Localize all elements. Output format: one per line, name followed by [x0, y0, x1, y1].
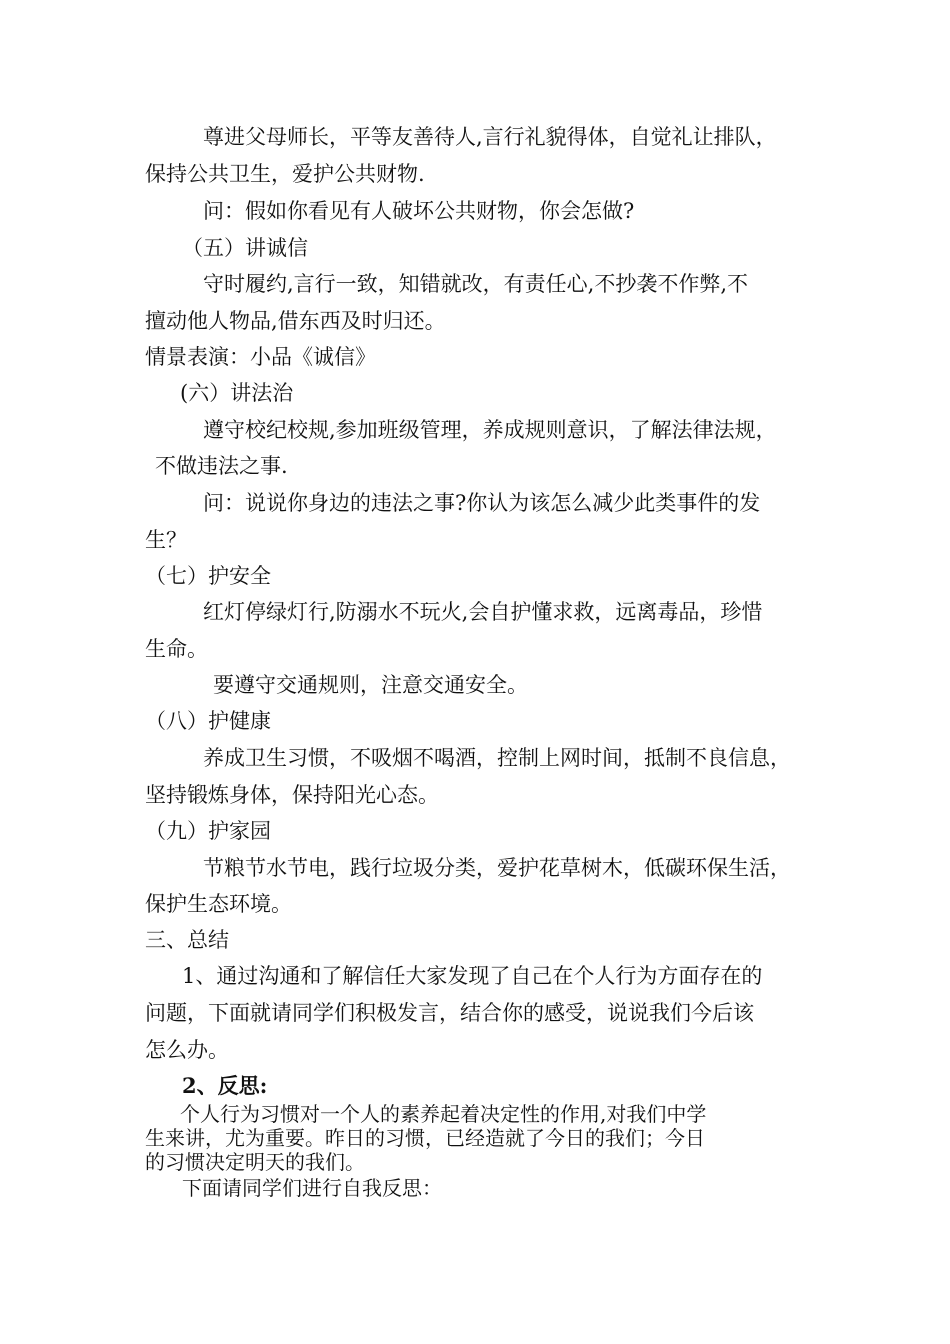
- law-line-2: 不做违法之事.: [155, 454, 288, 478]
- health-heading: （八）护健康: [145, 709, 271, 733]
- honesty-skit: 情景表演：小品《诚信》: [145, 345, 376, 369]
- health-line-1: 养成卫生习惯，不吸烟不喝酒，控制上网时间，抵制不良信息，: [203, 746, 791, 770]
- reflection-line-2: 生来讲，尤为重要。昨日的习惯，已经造就了今日的我们；今日: [145, 1126, 705, 1150]
- summary-heading: 三、总结: [145, 928, 229, 952]
- home-line-1: 节粮节水节电，践行垃圾分类，爱护花草树木，低碳环保生活，: [203, 856, 791, 880]
- safety-heading: （七）护安全: [145, 564, 271, 588]
- reflection-line-4: 下面请同学们进行自我反思：: [182, 1176, 442, 1200]
- home-line-2: 保护生态环境。: [145, 892, 292, 916]
- safety-line-3: 要遵守交通规则，注意交通安全。: [213, 673, 528, 697]
- reflection-line-3: 的习惯决定明天的我们。: [145, 1150, 365, 1174]
- courtesy-line-2: 保持公共卫生，爱护公共财物.: [145, 162, 425, 186]
- summary-paragraph-1-line-3: 怎么办。: [145, 1038, 229, 1062]
- law-line-1: 遵守校纪校规,参加班级管理，养成规则意识，了解法律法规，: [203, 418, 777, 442]
- law-question-2: 生？: [145, 528, 187, 552]
- health-line-2: 坚持锻炼身体，保持阳光心态。: [145, 783, 439, 807]
- reflection-line-1: 个人行为习惯对一个人的素养起着决定性的作用,对我们中学: [180, 1102, 707, 1126]
- safety-line-1: 红灯停绿灯行,防溺水不玩火,会自护懂求救，远离毒品，珍惜: [203, 600, 763, 624]
- honesty-line-1: 守时履约,言行一致，知错就改，有责任心,不抄袭不作弊,不: [203, 272, 749, 296]
- reflection-heading: 2、反思:: [182, 1073, 268, 1098]
- honesty-heading: （五）讲诚信: [182, 236, 308, 260]
- summary-paragraph-1-line-2: 问题，下面就请同学们积极发言，结合你的感受，说说我们今后该: [145, 1001, 754, 1025]
- courtesy-question: 问：假如你看见有人破坏公共财物，你会怎做?: [203, 199, 635, 223]
- safety-line-2: 生命。: [145, 637, 208, 661]
- honesty-line-2: 擅动他人物品,借东西及时归还。: [145, 309, 446, 333]
- courtesy-line-1: 尊进父母师长，平等友善待人,言行礼貌得体，自觉礼让排队，: [203, 125, 777, 149]
- law-question-1: 问：说说你身边的违法之事?你认为该怎么减少此类事件的发: [203, 491, 761, 515]
- summary-paragraph-1-line-1: 1、通过沟通和了解信任大家发现了自己在个人行为方面存在的: [182, 964, 763, 988]
- law-heading: (六）讲法治: [180, 381, 294, 405]
- home-heading: （九）护家园: [145, 819, 271, 843]
